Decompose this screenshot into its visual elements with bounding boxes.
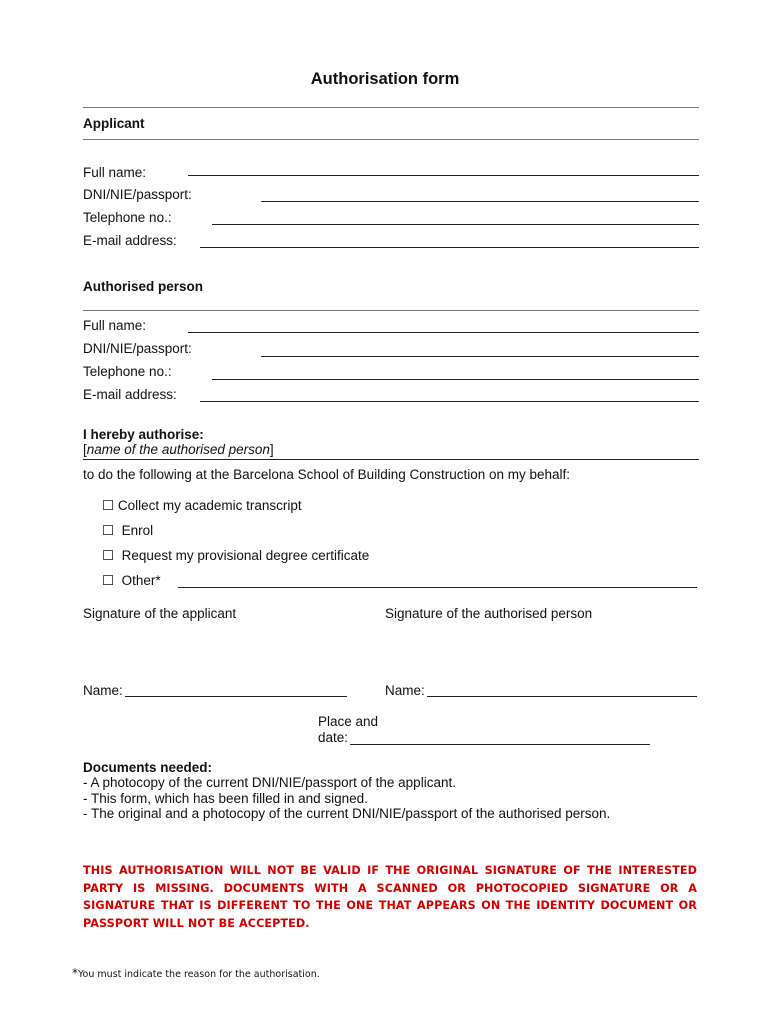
- footnote: [72, 966, 320, 980]
- applicant-email-field[interactable]: [200, 247, 699, 248]
- authorised-name-placeholder: name of the authorised person: [86, 442, 270, 457]
- applicant-name-field[interactable]: [125, 696, 347, 697]
- option-transcript-label: Collect my academic transcript: [117, 498, 302, 513]
- applicant-id-field[interactable]: [261, 201, 699, 202]
- option-enrol-label: Enrol: [121, 523, 154, 538]
- validity-notice: THIS AUTHORISATION WILL NOT BE VALID IF THE ORIGINAL SIGNATURE OF THE INTERESTED PARTY IS MISSING. DOCUMENTS WITH A SCANNED OR PHOTOCOPIED SIGNATURE OR A SIGNATURE THAT IS DIFFERENT TO THE ONE THAT APPEARS ON THE IDENTITY DOCUMENT OR PASSPORT WILL NOT BE ACCEPTED.: [83, 864, 697, 930]
- document-item: - The original and a photocopy of the current DNI/NIE/passport of the authorised person.: [83, 806, 611, 821]
- applicant-full-name-field[interactable]: [188, 175, 699, 176]
- applicant-telephone-field[interactable]: [212, 224, 699, 225]
- footnote-text: You must indicate the reason for the authorisation.: [78, 969, 320, 980]
- authorised-name-label: Name:: [385, 683, 425, 698]
- authorised-sign-name-field[interactable]: [427, 696, 697, 697]
- checkbox-icon[interactable]: ☐: [102, 523, 115, 538]
- applicant-full-name-label: Full name:: [83, 165, 147, 180]
- applicant-id-label: DNI/NIE/passport:: [83, 187, 192, 202]
- authorised-telephone-field[interactable]: [212, 379, 699, 380]
- authorised-person-heading: Authorised person: [83, 279, 204, 294]
- date-label: date:: [318, 730, 349, 745]
- place-date-field[interactable]: [350, 744, 650, 745]
- authorised-name-field[interactable]: [83, 459, 699, 460]
- checkbox-icon[interactable]: ☐: [102, 573, 115, 588]
- applicant-name-label: Name:: [83, 683, 123, 698]
- footnote-star: *: [72, 966, 78, 980]
- applicant-signature-label: Signature of the applicant: [83, 606, 237, 621]
- place-label: Place and: [318, 714, 379, 729]
- document-item: - This form, which has been filled in and signed.: [83, 791, 368, 806]
- document-item: - A photocopy of the current DNI/NIE/passport of the applicant.: [83, 775, 456, 790]
- authorised-name-hint: [name of the authorised person]: [83, 442, 274, 457]
- authorise-heading: I hereby authorise:: [83, 427, 204, 442]
- authorised-signature-label: Signature of the authorised person: [385, 606, 593, 621]
- authorised-id-field[interactable]: [261, 356, 699, 357]
- divider: [83, 310, 699, 311]
- option-certificate-label: Request my provisional degree certificate: [121, 548, 370, 563]
- authorise-statement: to do the following at the Barcelona School of Building Construction on my behalf:: [83, 467, 571, 482]
- authorised-telephone-label: Telephone no.:: [83, 364, 172, 379]
- option-other-field[interactable]: [178, 587, 697, 588]
- applicant-telephone-label: Telephone no.:: [83, 210, 172, 225]
- authorised-email-field[interactable]: [200, 401, 699, 402]
- authorised-full-name-label: Full name:: [83, 318, 147, 333]
- authorised-id-label: DNI/NIE/passport:: [83, 341, 192, 356]
- option-certificate[interactable]: [102, 548, 369, 564]
- authorised-full-name-field[interactable]: [188, 332, 699, 333]
- checkbox-icon[interactable]: ☐: [102, 548, 115, 563]
- option-other-label: Other*: [121, 573, 161, 588]
- applicant-email-label: E-mail address:: [83, 233, 177, 248]
- checkbox-icon[interactable]: ☐: [102, 498, 115, 513]
- option-transcript[interactable]: [102, 498, 302, 514]
- documents-heading: Documents needed:: [83, 760, 213, 775]
- page-title: Authorisation form: [310, 70, 460, 88]
- option-enrol[interactable]: [102, 523, 153, 539]
- option-other[interactable]: [102, 573, 161, 589]
- authorised-email-label: E-mail address:: [83, 387, 177, 402]
- divider: [83, 139, 699, 140]
- divider: [83, 107, 699, 108]
- applicant-heading: Applicant: [83, 116, 145, 131]
